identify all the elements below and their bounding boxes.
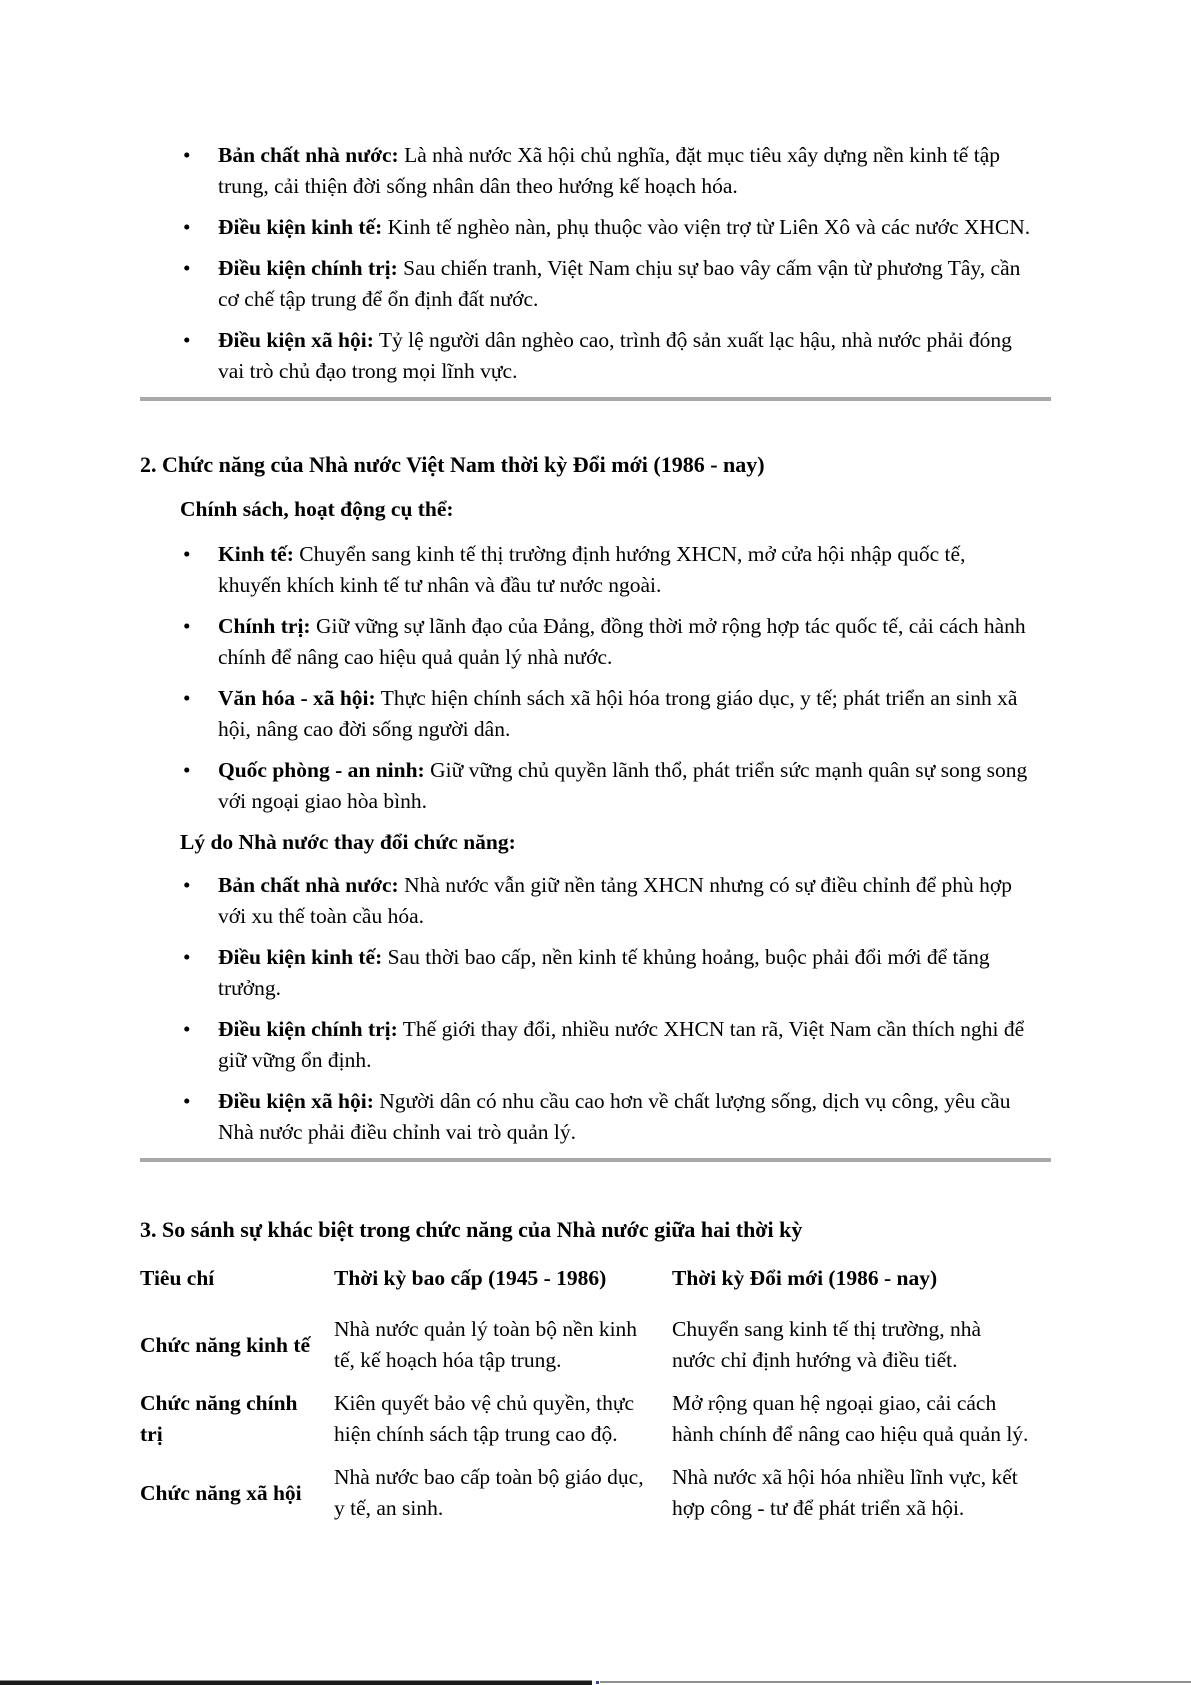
list-item-body: Giữ vững chủ quyền lãnh thổ, phát triển sức mạnh quân sự song song với ngoại giao hòa bình. <box>218 758 1028 813</box>
table-header-period1: Thời kỳ bao cấp (1945 - 1986) <box>334 1266 607 1290</box>
bullet-icon: • <box>183 614 191 638</box>
taskbar-edge-light <box>600 1681 1191 1683</box>
bullet-icon: • <box>183 256 191 280</box>
list-item-text <box>218 611 1033 673</box>
list-item-body: Nhà nước vẫn giữ nền tảng XHCN nhưng có sự điều chỉnh để phù hợp với xu thế toàn cầu hóa. <box>218 873 1013 928</box>
section2-policies-list <box>140 539 1051 817</box>
list-item-label: Điều kiện xã hội: <box>218 328 374 352</box>
list-item <box>140 1086 1051 1148</box>
list-item-label: Điều kiện chính trị: <box>218 1017 398 1041</box>
table-header-criterion: Tiêu chí <box>140 1266 215 1290</box>
list-item <box>140 683 1051 745</box>
table-header-row <box>140 1263 1051 1308</box>
bullet-icon: • <box>183 542 191 566</box>
table-cell-criterion: Chức năng chính trị <box>140 1391 298 1446</box>
list-item-text <box>218 212 1033 243</box>
list-item-body: Sau thời bao cấp, nền kinh tế khủng hoảng, buộc phải đổi mới để tăng trưởng. <box>218 945 990 1000</box>
list-item-text <box>218 253 1033 315</box>
table-cell-period2: Chuyển sang kinh tế thị trường, nhà nước chỉ định hướng và điều tiết. <box>672 1317 982 1372</box>
table-row <box>140 1382 1051 1456</box>
table-header-period2: Thời kỳ Đổi mới (1986 - nay) <box>672 1266 938 1290</box>
list-item-text <box>218 755 1033 817</box>
list-item-body: Sau chiến tranh, Việt Nam chịu sự bao vây cấm vận từ phương Tây, cần cơ chế tập trung để ổn định đất nước. <box>218 256 1021 311</box>
taskbar-edge-dark <box>0 1680 592 1685</box>
bullet-icon: • <box>183 1017 191 1041</box>
list-item-body: Là nhà nước Xã hội chủ nghĩa, đặt mục tiêu xây dựng nền kinh tế tập trung, cải thiện đời sống nhân dân theo hướng kế hoạch hóa. <box>218 143 1000 198</box>
section2-reasons-subheading: Lý do Nhà nước thay đổi chức năng: <box>180 830 516 854</box>
list-item-text <box>218 683 1033 745</box>
list-item-text <box>218 539 1033 601</box>
section2-heading: 2. Chức năng của Nhà nước Việt Nam thời kỳ Đổi mới (1986 - nay) <box>140 452 765 477</box>
section1-list <box>140 140 1051 387</box>
list-item <box>140 755 1051 817</box>
section2-policies-subheading: Chính sách, hoạt động cụ thể: <box>180 497 454 521</box>
bullet-icon: • <box>183 758 191 782</box>
list-item-label: Điều kiện xã hội: <box>218 1089 374 1113</box>
bullet-icon: • <box>183 686 191 710</box>
list-item-label: Điều kiện kinh tế: <box>218 215 383 239</box>
list-item <box>140 140 1051 202</box>
list-item-text <box>218 140 1033 202</box>
bullet-icon: • <box>183 215 191 239</box>
list-item <box>140 1014 1051 1076</box>
section3-heading: 3. So sánh sự khác biệt trong chức năng của Nhà nước giữa hai thời kỳ <box>140 1217 803 1242</box>
list-item-label: Quốc phòng - an ninh: <box>218 758 425 782</box>
list-item <box>140 870 1051 932</box>
list-item-body: Thế giới thay đổi, nhiều nước XHCN tan rã, Việt Nam cần thích nghi để giữ vững ổn định. <box>218 1017 1025 1072</box>
taskbar-edge-dot <box>596 1681 599 1684</box>
list-item-text <box>218 870 1033 932</box>
table-cell-period1: Nhà nước bao cấp toàn bộ giáo dục, y tế, an sinh. <box>334 1465 644 1520</box>
bullet-icon: • <box>183 143 191 167</box>
list-item <box>140 212 1051 243</box>
table-cell-period1: Kiên quyết bảo vệ chủ quyền, thực hiện chính sách tập trung cao độ. <box>334 1391 635 1446</box>
table-row <box>140 1456 1051 1530</box>
list-item-body: Kinh tế nghèo nàn, phụ thuộc vào viện trợ từ Liên Xô và các nước XHCN. <box>387 215 1031 239</box>
section2-reasons-list <box>140 870 1051 1148</box>
list-item-text <box>218 1086 1033 1148</box>
section-divider <box>140 1158 1051 1162</box>
list-item-label: Chính trị: <box>218 614 311 638</box>
table-cell-period1: Nhà nước quản lý toàn bộ nền kinh tế, kế hoạch hóa tập trung. <box>334 1317 638 1372</box>
list-item-body: Chuyển sang kinh tế thị trường định hướng XHCN, mở cửa hội nhập quốc tế, khuyến khích kinh tế tư nhân và đầu tư nước ngoài. <box>218 542 966 597</box>
bullet-icon: • <box>183 1089 191 1113</box>
list-item-body: Tỷ lệ người dân nghèo cao, trình độ sản xuất lạc hậu, nhà nước phải đóng vai trò chủ đạo trong mọi lĩnh vực. <box>218 328 1012 383</box>
list-item-text <box>218 1014 1033 1076</box>
list-item <box>140 253 1051 315</box>
list-item-body: Thực hiện chính sách xã hội hóa trong giáo dục, y tế; phát triển an sinh xã hội, nâng cao đời sống người dân. <box>218 686 1018 741</box>
list-item <box>140 539 1051 601</box>
list-item-label: Bản chất nhà nước: <box>218 143 399 167</box>
section-divider <box>140 397 1051 401</box>
bullet-icon: • <box>183 945 191 969</box>
list-item-label: Điều kiện chính trị: <box>218 256 398 280</box>
list-item <box>140 325 1051 387</box>
list-item-text <box>218 942 1033 1004</box>
table-row <box>140 1308 1051 1382</box>
list-item-label: Điều kiện kinh tế: <box>218 945 383 969</box>
list-item-label: Bản chất nhà nước: <box>218 873 399 897</box>
comparison-table <box>140 1263 1051 1530</box>
list-item-body: Giữ vững sự lãnh đạo của Đảng, đồng thời mở rộng hợp tác quốc tế, cải cách hành chính để nâng cao hiệu quả quản lý nhà nước. <box>218 614 1026 669</box>
list-item-body: Người dân có nhu cầu cao hơn về chất lượng sống, dịch vụ công, yêu cầu Nhà nước phải điều chỉnh vai trò quản lý. <box>218 1089 1011 1144</box>
list-item-label: Kinh tế: <box>218 542 294 566</box>
list-item-label: Văn hóa - xã hội: <box>218 686 376 710</box>
table-cell-period2: Mở rộng quan hệ ngoại giao, cải cách hành chính để nâng cao hiệu quả quản lý. <box>672 1391 1029 1446</box>
table-cell-criterion: Chức năng xã hội <box>140 1480 302 1505</box>
bullet-icon: • <box>183 873 191 897</box>
table-cell-criterion: Chức năng kinh tế <box>140 1332 311 1357</box>
bullet-icon: • <box>183 328 191 352</box>
list-item <box>140 611 1051 673</box>
taskbar-edge <box>0 1680 1191 1685</box>
list-item-text <box>218 325 1033 387</box>
table-cell-period2: Nhà nước xã hội hóa nhiều lĩnh vực, kết hợp công - tư để phát triển xã hội. <box>672 1465 1018 1520</box>
list-item <box>140 942 1051 1004</box>
